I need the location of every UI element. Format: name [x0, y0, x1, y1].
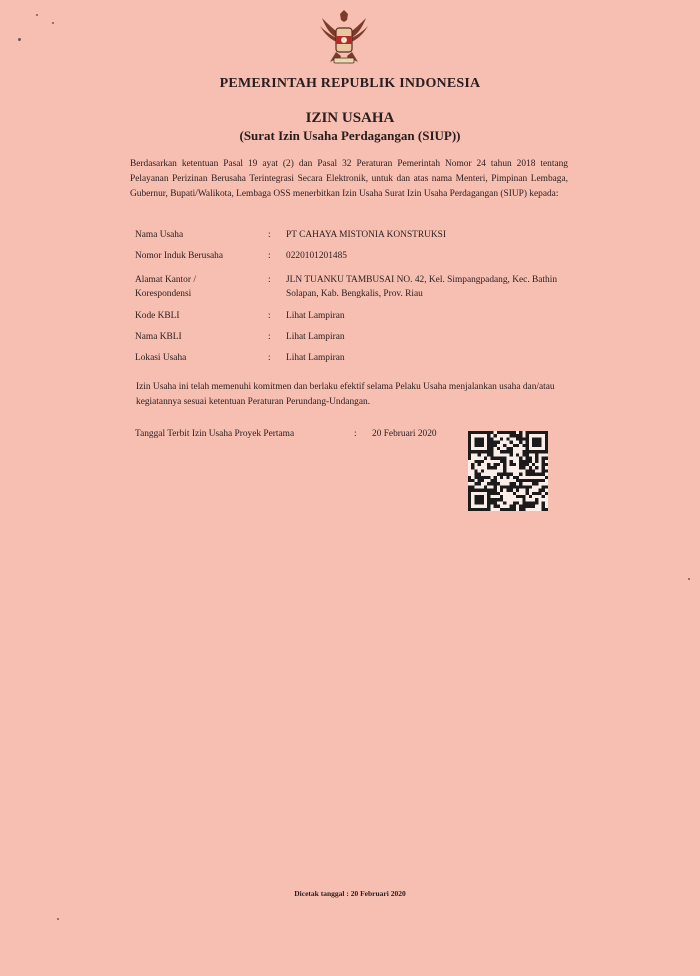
- paper-speck: [18, 38, 21, 41]
- field-value: Lihat Lampiran: [286, 311, 345, 321]
- field-colon: :: [268, 230, 271, 240]
- printed-date: Dicetak tanggal : 20 Februari 2020: [294, 889, 406, 898]
- garuda-emblem-icon: [318, 8, 370, 66]
- issue-date-value: 20 Februari 2020: [372, 429, 437, 439]
- field-label: Nama Usaha: [135, 230, 184, 240]
- paper-speck: [36, 14, 38, 16]
- field-colon: :: [268, 311, 271, 321]
- field-colon: :: [268, 332, 271, 342]
- field-label: Alamat Kantor / Korespondensi: [135, 275, 196, 299]
- qr-code-icon: [468, 431, 548, 511]
- field-value: Lihat Lampiran: [286, 332, 345, 342]
- field-label: Nama KBLI: [135, 332, 182, 342]
- field-colon: :: [268, 275, 271, 285]
- issue-date-label: Tanggal Terbit Izin Usaha Proyek Pertama: [135, 429, 295, 439]
- government-title: PEMERINTAH REPUBLIK INDONESIA: [219, 76, 481, 91]
- field-value: Lihat Lampiran: [286, 353, 345, 363]
- field-value: PT CAHAYA MISTONIA KONSTRUKSI: [286, 230, 447, 240]
- validity-statement: Izin Usaha ini telah memenuhi komitmen dan berlaku efektif selama Pelaku Usaha menjalankan usaha dan/atau kegiatannya sesuai ketentuan Peraturan Perundang-Undangan.: [136, 382, 555, 407]
- paper-speck: [52, 22, 54, 24]
- intro-paragraph: Berdasarkan ketentuan Pasal 19 ayat (2) dan Pasal 32 Peraturan Pemerintah Nomor 24 tahun 2018 tentang Pelayanan Perizinan Berusaha Terintegrasi Secara Elektronik, untuk dan atas nama Menteri, Pimpinan Lembaga, Gubernur, Bupati/Walikota, Lembaga OSS menerbitkan Izin Usaha Surat Izin Usaha Perdagangan (SIUP) kepada:: [130, 159, 568, 199]
- issue-date-colon: :: [354, 429, 357, 439]
- field-value: JLN TUANKU TAMBUSAI NO. 42, Kel. Simpangpadang, Kec. Bathin Solapan, Kab. Bengkalis, Prov. Riau: [286, 275, 558, 299]
- paper-speck: [57, 918, 59, 920]
- paper-speck: [688, 578, 690, 580]
- field-label: Nomor Induk Berusaha: [135, 251, 224, 261]
- field-label: Lokasi Usaha: [135, 353, 187, 363]
- field-value: 0220101201485: [286, 251, 347, 261]
- field-label: Kode KBLI: [135, 311, 180, 321]
- document-title: IZIN USAHA: [305, 110, 395, 126]
- field-colon: :: [268, 353, 271, 363]
- document-subtitle: (Surat Izin Usaha Perdagangan (SIUP)): [239, 128, 461, 143]
- field-colon: :: [268, 251, 271, 261]
